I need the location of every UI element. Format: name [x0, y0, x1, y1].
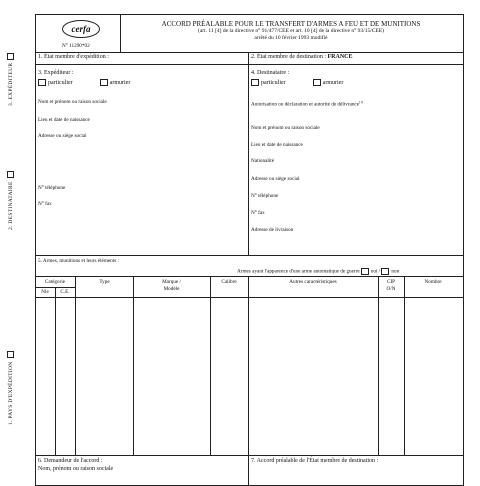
particulier-checkbox[interactable] — [251, 79, 259, 86]
particulier-checkbox[interactable] — [38, 79, 46, 86]
side-label-expediteur: 3. EXPÉDITEUR — [7, 53, 14, 106]
col-autres: Autres caractéristiques — [289, 279, 337, 285]
col-marque: Marque / — [162, 279, 181, 285]
col-categorie: Catégorie — [44, 279, 66, 285]
decree-text: arrêté du 10 février 1993 modifié — [254, 35, 328, 41]
destinataire-birth-field[interactable]: Lieu et date de naissance — [251, 142, 303, 148]
side-label-pays: 1. PAYS D'EXPÉDITION — [7, 351, 14, 425]
col-type: Type — [99, 279, 110, 285]
delivery-address-field[interactable]: Adresse de livraison — [251, 227, 294, 233]
col-nombre: Nombre — [424, 279, 442, 285]
armurier-checkbox[interactable] — [100, 79, 108, 86]
section4-label: 4. Destinataire : — [251, 70, 290, 76]
section3-label: 3. Expéditeur : — [38, 70, 74, 76]
destinataire-nationality-field[interactable]: Nationalité — [251, 158, 275, 164]
destinataire-phone-field[interactable]: N° téléphone — [251, 193, 279, 199]
destination-value: FRANCE — [327, 54, 353, 60]
destinataire-options: particulier armurier — [251, 79, 343, 87]
form-title — [120, 20, 462, 42]
col-cip: CIP — [386, 279, 396, 285]
section6-label: 6. Demandeur de l'accord : — [38, 458, 103, 464]
col-ce: C.E. — [60, 289, 70, 295]
col-modele: Modèle — [163, 286, 180, 292]
checkbox-icon — [7, 53, 14, 60]
side-label-destinataire: 2. DESTINATAIRE — [7, 171, 14, 230]
non-checkbox[interactable] — [381, 268, 389, 275]
automatic-question: Armes ayant l'apparence d'une arme automatique de guerre oui / non — [237, 268, 400, 275]
destinataire-fax-field[interactable]: N° fax — [251, 210, 265, 216]
expediteur-options: particulier armurier — [38, 79, 130, 87]
section7-label: 7. Accord préalable de l'État membre de destination : — [251, 458, 379, 464]
demandeur-name-field[interactable]: Nom, prénom ou raison sociale — [38, 466, 114, 472]
col-nle: Nle — [41, 289, 49, 295]
expediteur-address-field[interactable]: Adresse ou siège social — [38, 133, 87, 139]
title-text: ACCORD PRÉALABLE POUR LE TRANSFERT D'ARMES A FEU ET DE MUNITIONS — [161, 20, 421, 28]
section1-label: 1. État membre d'expédition : — [38, 54, 109, 60]
checkbox-icon — [7, 171, 14, 178]
expediteur-fax-field[interactable]: N° fax — [38, 201, 52, 207]
form-number: N° 11290*02 — [62, 43, 90, 49]
expediteur-phone-field[interactable]: N° téléphone — [38, 185, 66, 191]
col-cip-on: O/N — [386, 286, 396, 292]
armurier-checkbox[interactable] — [313, 79, 321, 86]
oui-checkbox[interactable] — [361, 268, 369, 275]
destinataire-name-field[interactable]: Nom et prénom ou raison sociale — [251, 125, 320, 131]
subtitle-text: (art. 11 [4] de la directive n° 91/477/CEE et art. 10 [4] de la directive n° 93/15/CEE) — [198, 28, 384, 34]
expediteur-birth-field[interactable]: Lieu et date de naissance — [38, 117, 90, 123]
destinataire-address-field[interactable]: Adresse ou siège social — [251, 176, 300, 182]
section2-label: 2. État membre de destination : FRANCE — [251, 54, 353, 60]
col-calibre: Calibre — [221, 279, 237, 285]
expediteur-name-field[interactable]: Nom et prénom ou raison sociale — [38, 99, 107, 105]
section5-label: 5. Armes, munitions et leurs éléments : — [38, 258, 119, 264]
cerfa-logo: cerfa — [62, 20, 100, 38]
authorisation-field[interactable]: Autorisation ou déclaration et autorité de délivrance$^{(1)}$ — [251, 100, 364, 108]
checkbox-icon — [7, 351, 14, 358]
